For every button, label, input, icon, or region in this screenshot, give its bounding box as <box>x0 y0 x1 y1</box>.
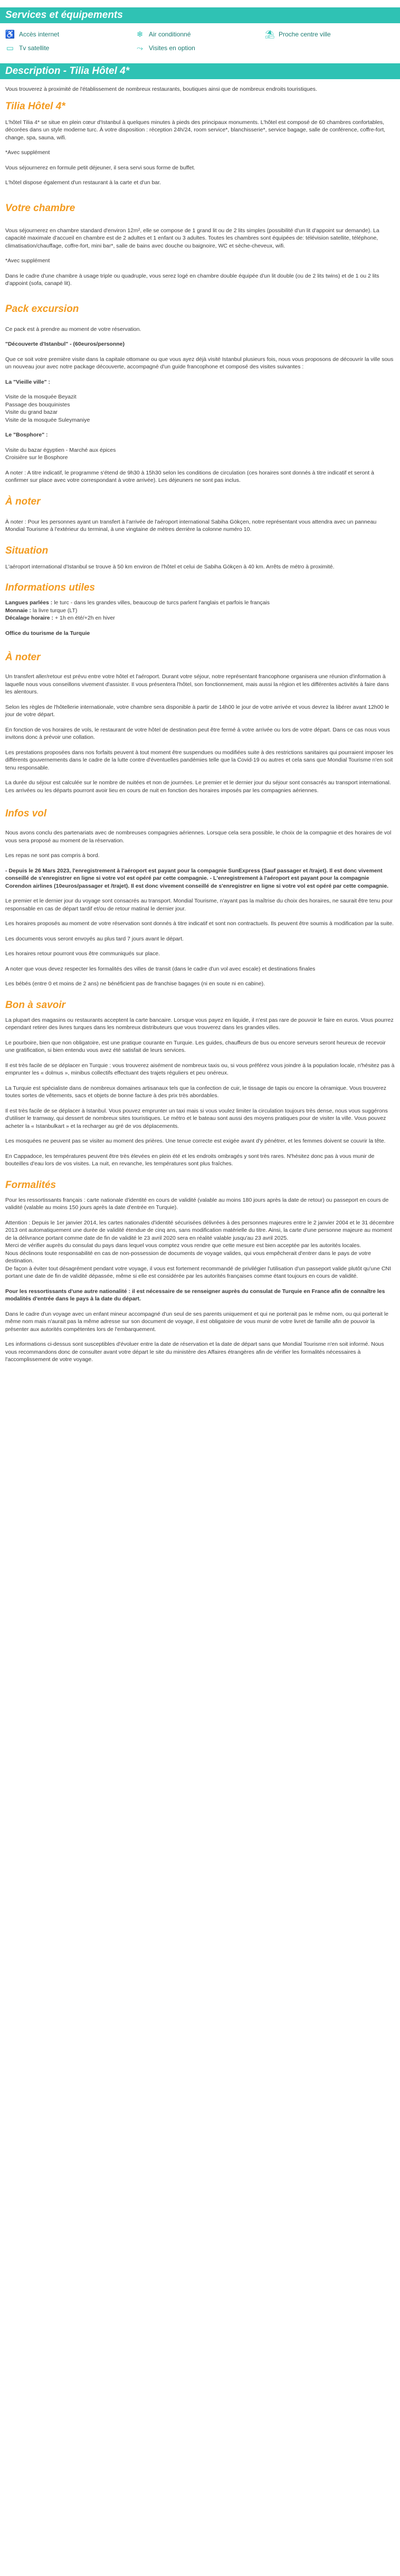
info-text: + 1h en été/+2h en hiver <box>53 615 115 621</box>
form-paragraph: De façon à éviter tout désagrément pendant votre voyage, il vous est fortement recommandé de privilégier l'utilisation d'un passeport valide plutôt qu'une CNI portant une date de fin de validité dépassée, même si elle est considérée par les autorités françaises comme étant toujours en cours de validité. <box>5 1265 391 1279</box>
note-title: À noter <box>5 496 41 507</box>
room-title: Votre chambre <box>5 202 75 214</box>
service-label: Proche centre ville <box>279 31 331 38</box>
note2-paragraph: La durée du séjour est calculée sur le nombre de nuitées et non de journées. Le premier et le dernier jour du séjour sont consacrés au transport international. Les arrivées ou les départs pourront avoir lieu en cours de nuit en fonction des horaires imposés par les compagnies aériennes. <box>5 780 391 794</box>
note2-paragraph: En fonction de vos horaires de vols, le restaurant de votre hôtel de destination peut être fermé à votre arrivée ou lors de votre départ. Dans ce cas nous vous invitons donc à prévoir une collation. <box>5 726 390 740</box>
pack-paragraph: A noter : A titre indicatif, le programme s'étend de 9h30 à 15h30 selon les conditions de circulation (ces horaires sont donnés à titre indicatif et seront à confirmer sur place avec votre correspondant à votre arrivée). Les déjeuners ne sont pas inclus. <box>5 469 374 483</box>
flight-paragraph: Les repas ne sont pas compris à bord. <box>5 852 100 859</box>
pack-paragraph: Visite du grand bazar <box>5 409 58 415</box>
know-title: Bon à savoir <box>5 999 66 1011</box>
pack-paragraph: Visite de la mosquée Suleymaniye <box>5 416 90 423</box>
pack-paragraph: "Découverte d'Istanbul" - (60euros/personne) <box>5 341 125 347</box>
note2-paragraph: Les prestations proposées dans nos forfaits peuvent à tout moment être suspendues ou modifiées suite à des restrictions sanitaires qui pourraient imposer les différents gouvernements dans le cadre de la lutte contre d'éventuelles pandémies telle que la Covid-19 ou autres et cela sans que Mondial Tourisme n'en soit tenu responsable. <box>5 749 394 771</box>
description-banner: Description - Tilia Hôtel 4* <box>0 63 400 79</box>
pack-paragraph: Visite du bazar égyptien - Marché aux épices <box>5 446 116 453</box>
flight-title: Infos vol <box>5 808 47 819</box>
flight-paragraph: Nous avons conclu des partenariats avec de nombreuses compagnies aériennes. Lorsque cela sera possible, le choix de la compagnie et des horaires de vol vous sera proposé au moment de la réservation. <box>5 830 392 844</box>
note2-paragraph: Un transfert aller/retour est prévu entre votre hôtel et l'aéroport. Durant votre séjour, notre représentant francophone organisera une réunion d'information à laquelle nous vous conseillons vivement d'assister. Il vous présentera l'hôtel, son fonctionnement, mais aussi la région et les différentes activités à faire dans les alentours. <box>5 673 389 695</box>
know-paragraph: Il est très facile de se déplacer à Istanbul. Vous pouvez emprunter un taxi mais si vous voulez limiter la circulation toujours très dense, nous vous suggérons d'utiliser le tramway, qui dessert de nombreux sites touristiques. Le métro et le bateau sont aussi des moyens pratiques pour de visiter la ville. Vous pouvez acheter la « Istanbulkart » et la recharger au gré de vos déplacements. <box>5 1107 388 1129</box>
hotel-paragraph: L'hôtel dispose également d'un restaurant à la carte et d'un bar. <box>5 179 161 186</box>
pack-paragraph: Passage des bouquinistes <box>5 401 70 408</box>
note2-paragraph: Selon les règles de l'hôtellerie internationale, votre chambre sera disponible à partir de 14h00 le jour de votre arrivée et vous devrez la libérer avant 12h00 le jour de votre départ. <box>5 704 389 718</box>
service-item <box>5 43 135 53</box>
info-line <box>5 607 395 615</box>
know-paragraph: En Cappadoce, les températures peuvent être très élevées en plein été et les endroits ombragés y sont très rares. N'hésitez donc pas à vous munir de bouteilles d'eau lors de vos visites. La nuit, en revanche, les températures sont plus fraîches. <box>5 1153 375 1167</box>
flight-paragraph: - Depuis le 26 Mars 2023, l'enregistrement à l'aéroport est payant pour la compagnie SunExpress (Sauf passager et /trajet). Il est donc vivement conseillé de s'enregistrer en ligne si votre vol est opéré par cette compagnie. - L'enregistrement à l'aéroport est payant pour la compagnie Corendon airlines (10euros/passager et /trajet). Il est donc vivement conseillé de s'enregistrer en ligne si votre vol est opéré par cette compagnie. <box>5 867 389 889</box>
pack-paragraph: La "Vieille ville" : <box>5 378 51 385</box>
info-text: le turc - dans les grandes villes, beaucoup de turcs parlent l'anglais et parfois le français <box>52 600 270 606</box>
pack-title: Pack excursion <box>5 303 79 315</box>
form-paragraph: Merci de vérifier auprès du consulat du pays dans lequel vous comptez vous rendre que cette mesure est bien acceptée par les autorités locales. <box>5 1242 361 1249</box>
know-paragraph: La plupart des magasins ou restaurants acceptent la carte bancaire. Lorsque vous payez en liquide, il n'est pas rare de pouvoir le faire en euros. Vous pourrez cependant retirer des livres turques dans les nombreux distributeurs que vous trouverez dans les grandes villes. <box>5 1016 394 1031</box>
info-line <box>5 614 395 622</box>
flight-paragraph: Les documents vous seront envoyés au plus tard 7 jours avant le départ. <box>5 935 184 942</box>
service-label: Tv satellite <box>19 44 50 52</box>
service-item <box>5 30 135 39</box>
know-paragraph: Les mosquées ne peuvent pas se visiter au moment des prières. Une tenue correcte est exigée avant d'y pénétrer, et les femmes doivent se couvrir la tête. <box>5 1138 386 1144</box>
service-item <box>135 43 265 53</box>
info-label: Office du tourisme de la Turquie <box>5 630 90 636</box>
service-label: Accès internet <box>19 31 60 38</box>
intro-text: Vous trouverez à proximité de l'établissement de nombreux restaurants, boutiques ainsi que de nombreux endroits touristiques. <box>5 86 317 92</box>
know-paragraph: La Turquie est spécialiste dans de nombreux domaines artisanaux tels que la confection de cuir, le tissage de tapis ou encore la céramique. Vous trouverez toutes sortes de vêtements, sacs et objets de bonne facture à des prix très abordables. <box>5 1085 387 1099</box>
services-grid <box>0 23 400 59</box>
flight-paragraph: Les horaires proposés au moment de votre réservation sont donnés à titre indicatif et sont non contractuels. Ils peuvent être soumis à modification par la suite. <box>5 920 394 927</box>
note-paragraph: À noter : Pour les personnes ayant un transfert à l'arrivée de l'aéroport international Sabiha Gökçen, notre représentant vous attendra avec un panneau Mondial Tourisme à l'extérieur du terminal, à une vingtaine de mètres derrière la colonne numéro 10. <box>5 518 377 533</box>
snowflake-icon: ❄ <box>136 30 144 39</box>
route-icon: ⤳ <box>136 43 143 53</box>
flight-paragraph: Les horaires retour pourront vous être communiqués sur place. <box>5 950 160 957</box>
hotel-title: Tilia Hôtel 4* <box>5 100 65 112</box>
flight-paragraph: Les bébés (entre 0 et moins de 2 ans) ne bénéficient pas de franchise bagages (ni en soute ni en cabine). <box>5 981 265 987</box>
form-title: Formalités <box>5 1179 56 1191</box>
know-paragraph: Il est très facile de se déplacer en Turquie : vous trouverez aisément de nombreux taxis ou, si vous préférez vous joindre à la population locale, n'hésitez pas à emprunter les « dolmus », minibus collectifs effectuant des trajets réguliers et peu onéreux. <box>5 1062 395 1076</box>
form-paragraph: Dans le cadre d'un voyage avec un enfant mineur accompagné d'un seul de ses parents uniquement et qui ne porterait pas le même nom, ou qui porterait le même nom mais n'aurait pas la même adresse sur son document de voyage, il est obligatoire de vous munir de votre livret de famille afin de pouvoir la présenter aux autorités compétentes lors de l'embarquement. <box>5 1310 389 1333</box>
situation-paragraph: L'aéroport international d'Istanbul se trouve à 50 km environ de l'hôtel et celui de Sabiha Gökçen à 40 km. Arrêts de métro à proximité. <box>5 563 335 570</box>
pack-paragraph: Croisière sur le Bosphore <box>5 454 68 461</box>
wheelchair-icon: ♿ <box>5 30 15 39</box>
service-label: Visites en option <box>149 44 195 52</box>
form-paragraph: Les informations ci-dessus sont susceptibles d'évoluer entre la date de réservation et la date de départ sans que Mondial Tourisme n'en soit informé. Nous vous recommandons donc de consulter avant votre départ le site du ministère des Affaires étrangères afin de vérifier les formalités nécessaires à l'accomplissement de votre voyage. <box>5 1341 384 1363</box>
form-paragraph: Attention : Depuis le 1er janvier 2014, les cartes nationales d'identité sécurisées délivrées à des personnes majeures entre le 2 janvier 2004 et le 31 décembre 2013 ont automatiquement une durée de validité étendue de cinq ans, sans modification matérielle du titre. Ainsi, la carte d'une personne majeure au moment de la délivrance portant comme date de fin de validité le 23 avril 2020 sera en réalité valable jusqu'au 23 avril 2025. <box>5 1219 394 1241</box>
hotel-paragraph: L'hôtel Tilia 4* se situe en plein cœur d'Istanbul à quelques minutes à pieds des principaux monuments. L'hôtel est composé de 60 chambres confortables, décorées dans un style moderne turc. À votre disposition : réception 24h/24, room service*, blanchisserie*, service bagage, salle de conférence, coffre-fort, change, spa, sauna, wifi. <box>5 119 386 141</box>
tv-icon: ▭ <box>6 44 14 53</box>
info-label: Monnaie : <box>5 607 31 614</box>
situation-title: Situation <box>5 545 49 556</box>
info-label: Langues parlées : <box>5 600 53 606</box>
hotel-paragraph: *Avec supplément <box>5 149 50 156</box>
info-line <box>5 630 395 638</box>
beach-icon: ⛱ <box>264 30 275 39</box>
pack-paragraph: Le "Bosphore" : <box>5 432 48 438</box>
services-banner: Services et équipements <box>0 7 400 23</box>
flight-paragraph: Le premier et le dernier jour du voyage sont consacrés au transport. Mondial Tourisme, n'ayant pas la maîtrise du choix des horaires, ne saurait être tenu pour responsable en cas de départ tardif et/ou de retour matinal le dernier jour. <box>5 898 393 912</box>
room-paragraph: *Avec supplément <box>5 258 50 264</box>
hotel-paragraph: Vous séjournerez en formule petit déjeuner, il sera servi sous forme de buffet. <box>5 164 195 171</box>
info-title: Informations utiles <box>5 582 95 593</box>
form-paragraph: Nous déclinons toute responsabilité en cas de non-possession de documents de voyage valides, qui vous empêcherait d'entrer dans le pays de votre destination. <box>5 1250 372 1264</box>
page <box>0 7 400 1364</box>
info-text: la livre turque (LT) <box>31 607 78 614</box>
pack-paragraph: Ce pack est à prendre au moment de votre réservation. <box>5 326 141 332</box>
form-paragraph: Pour les ressortissants français : carte nationale d'identité en cours de validité (valable au moins 180 jours après la date de retour) ou passeport en cours de validité (valable au moins 150 jours après la date d'entrée en Turquie). <box>5 1196 389 1211</box>
room-paragraph: Vous séjournerez en chambre standard d'environ 12m², elle se compose de 1 grand lit ou de 2 lits simples (possibilité d'un lit d'appoint sur demande). La capacité maximale d'accueil en chambre est de 2 adultes et 1 enfant ou 3 adultes. Toutes les chambres sont équipées de: télévision satellite, téléphone, climatisation/chauffage, coffre-fort, mini bar*, salle de bains avec douche ou baignoire, WC et sèche-cheveux, wifi. <box>5 227 379 249</box>
service-label: Air conditionné <box>149 31 191 38</box>
flight-paragraph: A noter que vous devez respecter les formalités des villes de transit (dans le cadre d'un vol avec escale) et destinations finales <box>5 965 316 972</box>
info-label: Décalage horaire : <box>5 615 54 621</box>
pack-paragraph: Que ce soit votre première visite dans la capitale ottomane ou que vous ayez déjà visité Istanbul plusieurs fois, nous vous proposons de découvrir la ville sous un nouveau jour avec notre package découverte, accompagné d'un guide francophone et composé des visites suivantes : <box>5 356 394 370</box>
info-line <box>5 599 395 607</box>
form-paragraph: Pour les ressortissants d'une autre nationalité : il est nécessaire de se renseigner auprès du consulat de Turquie en France afin de connaître les modalités d'entrée dans le pays à la date du départ. <box>5 1288 385 1302</box>
note2-title: À noter <box>5 652 41 663</box>
pack-paragraph: Visite de la mosquée Beyazit <box>5 394 77 400</box>
service-item <box>265 30 395 39</box>
room-paragraph: Dans le cadre d'une chambre à usage triple ou quadruple, vous serez logé en chambre double équipée d'un lit double (ou de 2 lits twins) et de 1 ou 2 lits d'appoint (sofa, canapé lit). <box>5 272 379 287</box>
service-item <box>135 30 265 39</box>
know-paragraph: Le pourboire, bien que non obligatoire, est une pratique courante en Turquie. Les guides, chauffeurs de bus ou encore serveurs seront heureux de recevoir une gratification, si bien entendu vous avez été satisfait de leurs services. <box>5 1039 386 1053</box>
